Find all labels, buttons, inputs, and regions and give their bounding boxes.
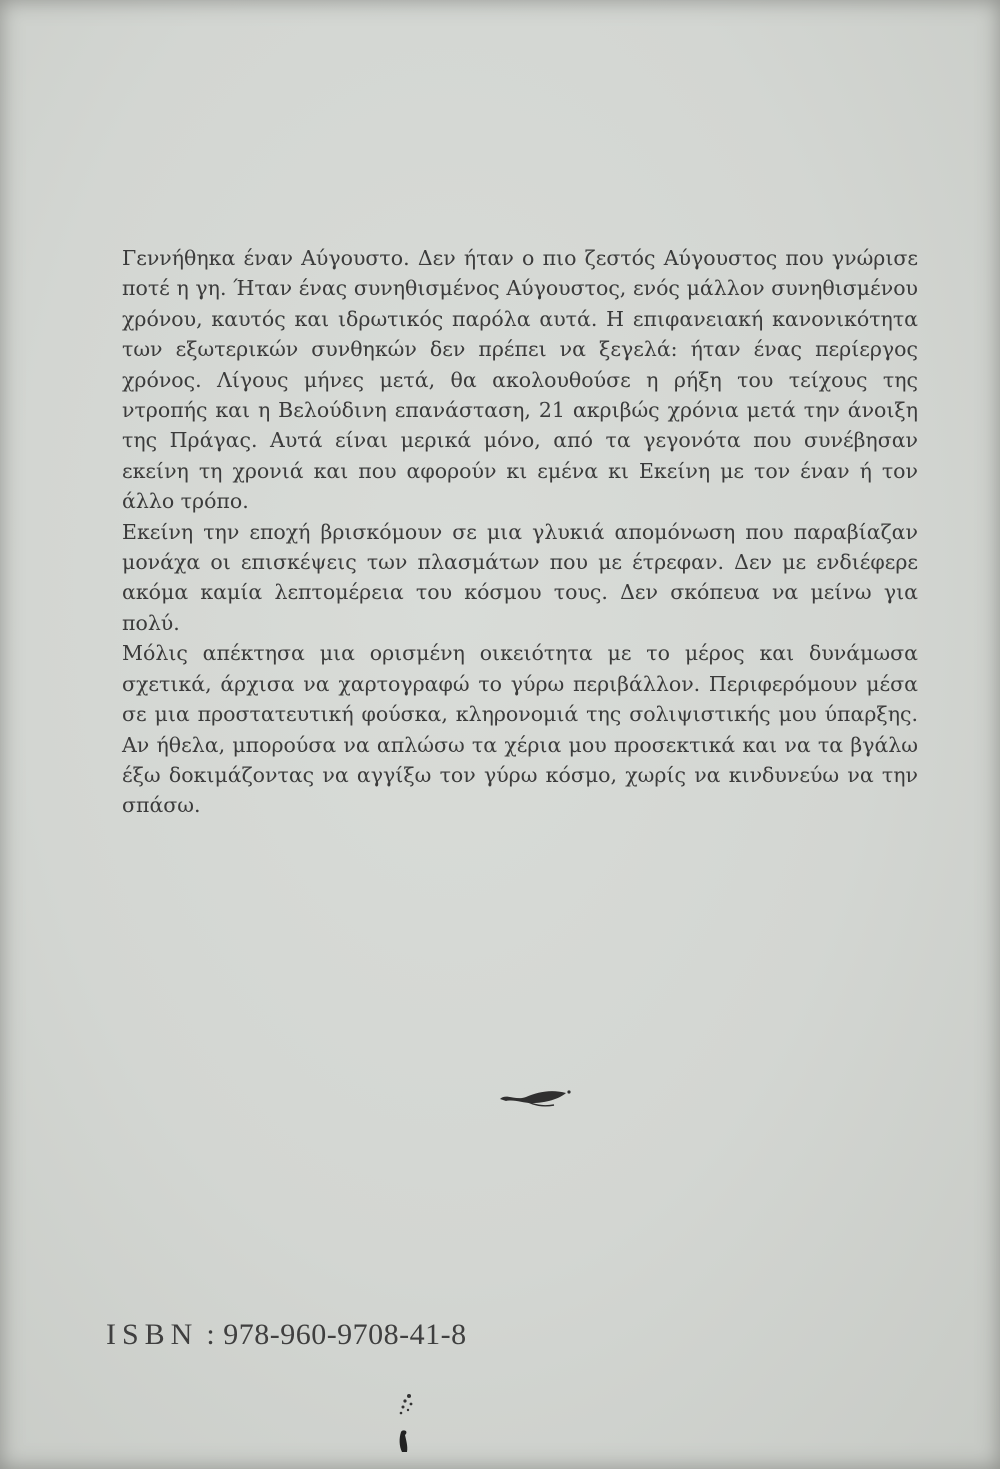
isbn-separator: :	[198, 1318, 224, 1351]
isbn-number: 978-960-9708-41-8	[223, 1318, 467, 1351]
isbn-line	[106, 1318, 467, 1352]
publisher-logo-icon	[393, 1392, 421, 1454]
blurb-paragraph-2: Εκείνη την εποχή βρισκόμουν σε μια γλυκιά απομόνωση που παραβίαζαν μονάχα οι επισκέψεις των πλασμάτων που με έτρεφαν. Δεν με ενδιέφερε ακόμα καμία λεπτομέρεια του κόσμου τους. Δεν σκόπευα να μείνω για πολύ.	[122, 519, 918, 635]
blurb-paragraph-1: Γεννήθηκα έναν Αύγουστο. Δεν ήταν ο πιο ζεστός Αύγουστος που γνώρισε ποτέ η γη. Ήταν ένας συνηθισμένος Αύγουστος, ενός μάλλον συνηθισμένου χρόνου, καυτός και ιδρωτικός παρόλα αυτά. Η επιφανειακή κανονικότητα των εξωτερικών συνθηκών δεν πρέπει να ξεγελά: ήταν ένας περίεργος χρόνος. Λίγους μήνες μετά, θα ακολουθούσε η ρήξη του τείχους της ντροπής και η Βελούδινη επανάσταση, 21 ακριβώς χρόνια μετά την άνοιξη της Πράγας. Αυτά είναι μερικά μόνο, από τα γεγονότα που συνέβησαν εκείνη τη χρονιά και που αφορούν κι εμένα κι Εκείνη με τον έναν ή τον άλλο τρόπο.	[122, 246, 918, 514]
blurb-paragraph-3: Μόλις απέκτησα μια ορισμένη οικειότητα με το μέρος και δυνάμωσα σχετικά, άρχισα να χαρτογραφώ το γύρω περιβάλλον. Περιφερόμουν μέσα σε μια προστατευτική φούσκα, κληρονομιά της σολιψιστικής μου ύπαρξης. Αν ήθελα, μπορούσα να απλώσω τα χέρια μου προσεκτικά και να τα βγάλω έξω δοκιμάζοντας να αγγίξω τον γύρω κόσμο, χωρίς να κινδυνεύω να την σπάσω.	[122, 641, 918, 818]
blurb-text	[122, 243, 918, 821]
leaf-ornament-icon	[496, 1085, 576, 1111]
isbn-label: ISBN	[106, 1318, 199, 1351]
